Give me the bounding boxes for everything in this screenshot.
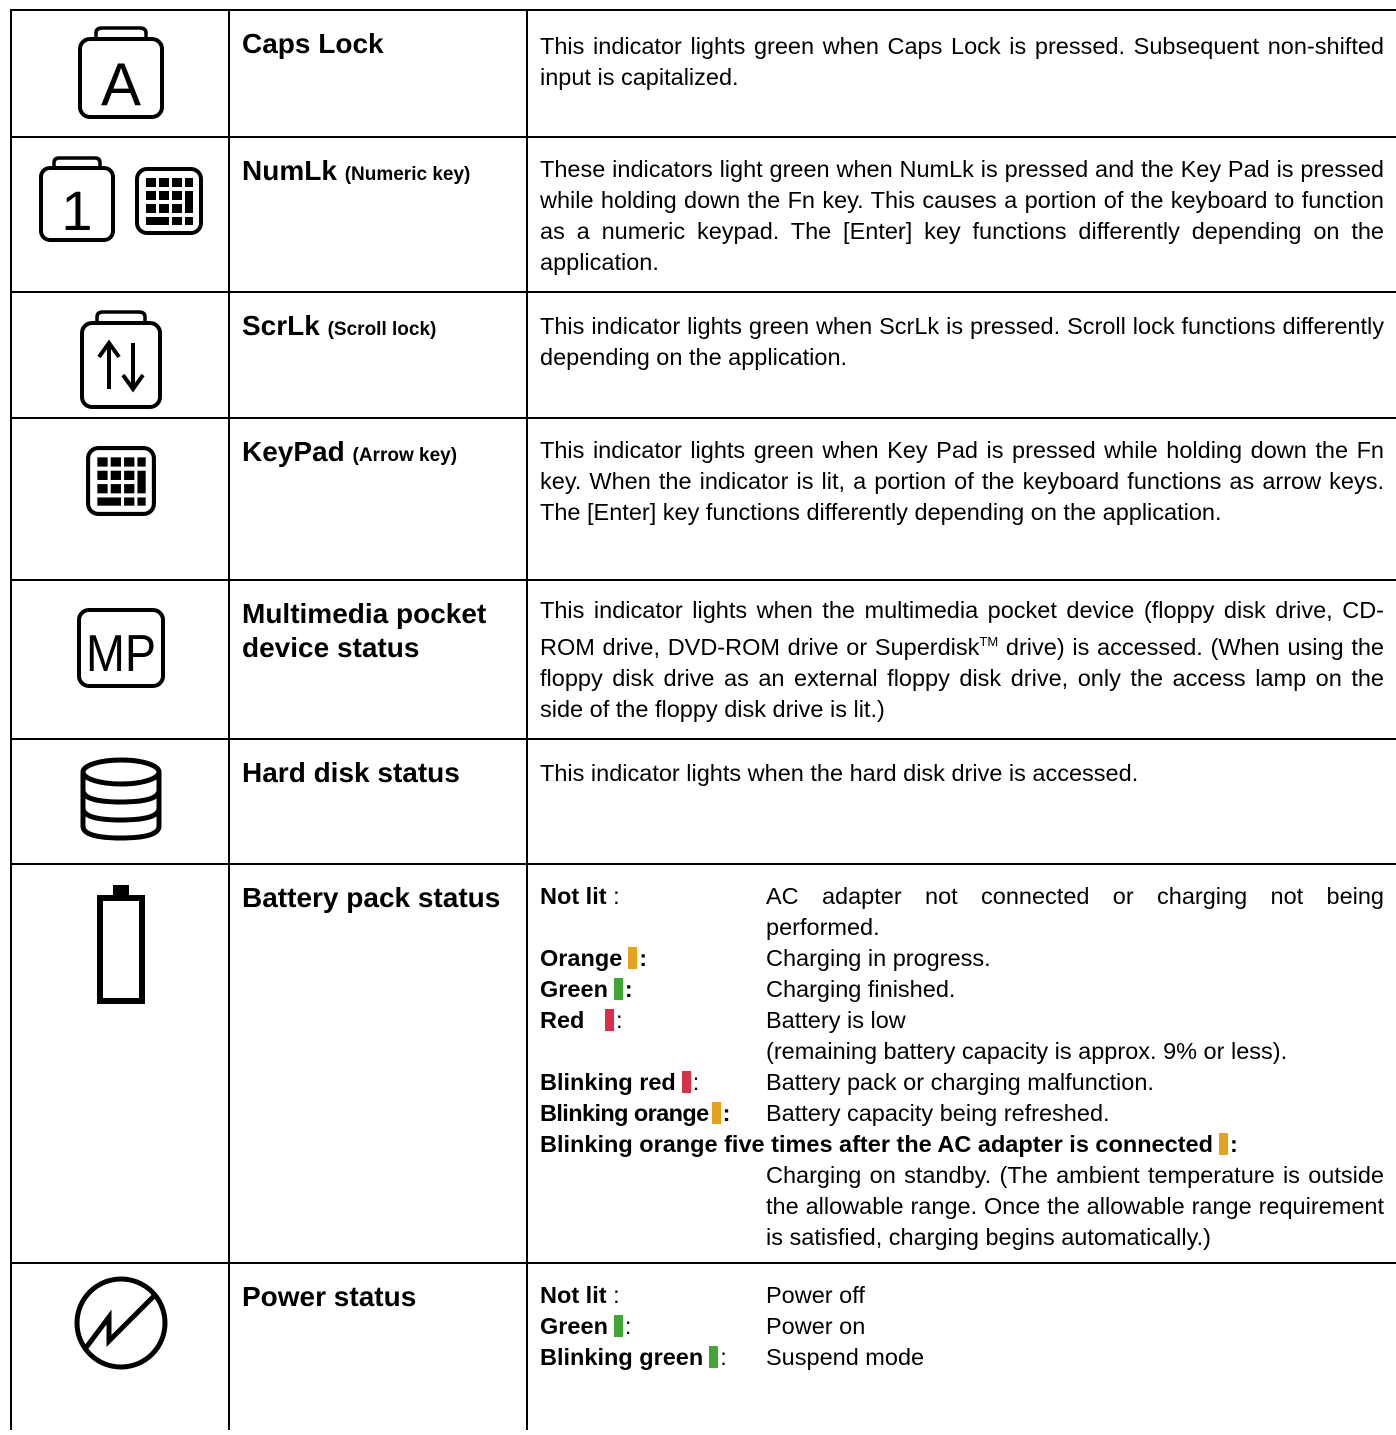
- status-label: Red :: [540, 1007, 623, 1033]
- orange-led-swatch: [628, 947, 637, 969]
- hard-disk-description: [528, 740, 1396, 789]
- green-led-swatch: [614, 1315, 623, 1337]
- trademark-superscript: TM: [979, 634, 999, 649]
- row-title: Power status: [242, 1281, 417, 1312]
- icon-label: MP: [86, 625, 156, 683]
- multimedia-pocket-icon-cell: [12, 607, 230, 735]
- status-label: Blinking red :: [540, 1069, 700, 1095]
- svg-text:1: 1: [61, 179, 93, 242]
- status-label: Blinking orange :: [540, 1100, 731, 1126]
- caps-lock-title-cell: [230, 11, 526, 61]
- battery-title-cell: [230, 865, 526, 915]
- keypad-icon: [134, 166, 204, 236]
- caps-lock-icon: [76, 25, 166, 121]
- row-title: Multimedia pocket device status: [242, 598, 487, 663]
- status-label: Green :: [540, 976, 633, 1002]
- status-value: Power on: [766, 1313, 866, 1339]
- indicator-table: [10, 9, 1396, 1430]
- status-value: Battery pack or charging malfunction.: [766, 1069, 1154, 1095]
- status-label-wide: Blinking orange five times after the AC adapter is connected :: [540, 1131, 1238, 1157]
- keypad-icon: [85, 445, 157, 517]
- power-status-list: [540, 1280, 1384, 1373]
- scroll-lock-icon: [79, 309, 163, 411]
- row-description: This indicator lights when the multimedia pocket device (floppy disk drive, CD-ROM drive, DVD-ROM drive or Superdisk: [540, 597, 1384, 660]
- red-led-swatch: [605, 1009, 614, 1031]
- multimedia-pocket-icon: [76, 607, 166, 689]
- power-icon: [73, 1275, 169, 1371]
- row-subtitle: (Numeric key): [344, 164, 471, 185]
- keypad-icon-cell: [12, 445, 230, 575]
- row-subtitle: (Arrow key): [352, 445, 458, 466]
- hard-disk-icon-cell: [12, 756, 230, 860]
- scroll-lock-title-cell: [230, 293, 526, 347]
- row-title: Hard disk status: [242, 757, 460, 788]
- row-title: Caps Lock: [242, 28, 384, 59]
- multimedia-pocket-description: [528, 581, 1396, 725]
- row-description: This indicator lights green when Key Pad is pressed while holding down the Fn key. When the indicator is lit, a portion of the keyboard functions as arrow keys. The [Enter] key functions differently depending on the application.: [540, 437, 1384, 525]
- status-value: AC adapter not connected or charging not being performed.: [766, 883, 1384, 940]
- row-subtitle: (Scroll lock): [327, 319, 437, 340]
- status-label: Blinking green :: [540, 1344, 727, 1370]
- power-icon-cell: [12, 1275, 230, 1435]
- row-description-cont: drive) is accessed. (When using the floppy disk drive as an external floppy disk drive, only the access lamp on the side of the floppy disk drive is lit.): [540, 633, 1384, 722]
- caps-lock-description: [528, 11, 1396, 93]
- status-value: (remaining battery capacity is approx. 9% or less).: [766, 1038, 1288, 1064]
- row-title: KeyPad: [242, 436, 345, 467]
- row-title: Battery pack status: [242, 882, 501, 913]
- orange-led-swatch: [1219, 1133, 1228, 1155]
- status-label: Orange :: [540, 945, 648, 971]
- status-value: Charging finished.: [766, 976, 956, 1002]
- row-description: These indicators light green when NumLk is pressed and the Key Pad is pressed while holding down the Fn key. This causes a portion of the keyboard to function as a numeric keypad. The [Enter] key functions differently depending on the application.: [540, 156, 1384, 275]
- numlock-description: [528, 138, 1396, 278]
- row-title: ScrLk: [242, 310, 320, 341]
- status-value: Charging in progress.: [766, 945, 991, 971]
- keypad-title-cell: [230, 419, 526, 473]
- keypad-description: [528, 419, 1396, 528]
- numlock-icon: [38, 156, 116, 244]
- green-led-swatch: [614, 978, 623, 1000]
- status-value: Battery is low: [766, 1007, 906, 1033]
- power-description: [528, 1264, 1396, 1373]
- row-title: NumLk: [242, 155, 337, 186]
- caps-lock-icon-cell: [12, 25, 230, 135]
- row-description: This indicator lights green when Caps Lock is pressed. Subsequent non-shifted input is capitalized.: [540, 33, 1384, 90]
- row-description: This indicator lights green when ScrLk is pressed. Scroll lock functions differently depending on the application.: [540, 313, 1384, 370]
- status-value: Power off: [766, 1282, 865, 1308]
- battery-description: [528, 865, 1396, 1253]
- multimedia-pocket-title-cell: [230, 581, 526, 665]
- battery-icon-cell: [12, 883, 230, 1013]
- scroll-lock-description: [528, 293, 1396, 373]
- red-led-swatch: [682, 1071, 691, 1093]
- green-led-swatch: [709, 1346, 718, 1368]
- battery-icon: [95, 883, 147, 1005]
- numlock-title-cell: [230, 138, 526, 192]
- hard-disk-icon: [78, 756, 164, 842]
- svg-text:A: A: [100, 51, 142, 118]
- orange-led-swatch: [712, 1102, 721, 1124]
- scroll-lock-icon-cell: [12, 309, 230, 414]
- status-label: [540, 1036, 766, 1067]
- hard-disk-title-cell: [230, 740, 526, 790]
- status-value: Suspend mode: [766, 1344, 925, 1370]
- row-description: This indicator lights when the hard disk drive is accessed.: [540, 760, 1139, 786]
- battery-status-list: [540, 881, 1384, 1253]
- status-label: Green :: [540, 1313, 632, 1339]
- status-label: Not lit :: [540, 1282, 620, 1308]
- status-value: Charging on standby. (The ambient temperature is outside the allowable range. Once the allowable range requirement is satisfied, charging begins automatically.): [766, 1162, 1384, 1250]
- power-title-cell: [230, 1264, 526, 1314]
- status-label: Not lit :: [540, 883, 620, 909]
- status-value: Battery capacity being refreshed.: [766, 1100, 1110, 1126]
- numlock-icon-cell: [12, 156, 230, 286]
